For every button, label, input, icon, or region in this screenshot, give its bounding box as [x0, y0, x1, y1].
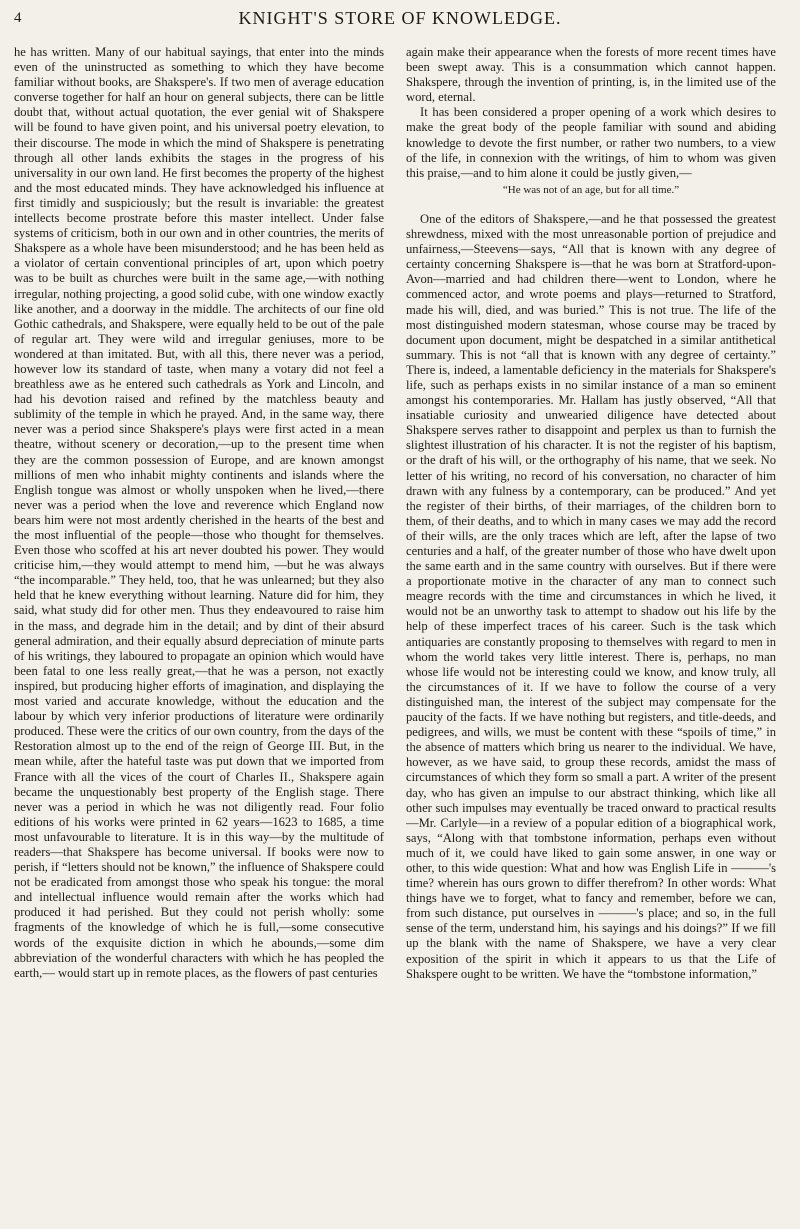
- right-paragraph-3: One of the editors of Shakspere,—and he that possessed the greatest shrewdness, mixed with the most unreasonable portion of prejudice and unfairness,—Steevens—says, “All that is known with any degree of certainty concerning Shakspere is—that he was born at Stratford-upon-Avon—married and had children there—went to London, where he commenced actor, and wrote poems and plays—returned to Stratford, made his will, died, and was buried.” This is not true. The life of the most distinguished modern statesman, whose course may be traced by document upon document, might be despatched in a similar antithetical summary. This is not “all that is known with any degree of certainty.” There is, indeed, a lamentable deficiency in the materials for Shakspere's life, such as perhaps exists in no similar instance of a man so eminent amongst his contemporaries. Mr. Hallam has justly observed, “All that insatiable curiosity and unwearied diligence have detected about Shakspere serves rather to disappoint and perplex us than to furnish the slightest illustration of his character. It is not the register of his baptism, or the draft of his will, or the orthography of his name, that we seek. No letter of his writing, no record of his conversation, no character of him drawn with any fulness by a contemporary, can be produced.” And yet the register of their births, of their marriages, of the children born to them, of their deaths, and to which in many cases we may add the record of their wills, are the only traces which are left, after the lapse of two centuries and a half, of the greater number of those who have dwelt upon the same earth and in the same country with ourselves. But if there were a proportionate motive in the character of any man to connect such meagre records with the time and circumstances in which he lived, it would not be an unworthy task to attempt to shadow out his life by the help of these imperfect traces of his career. Such is the task which antiquaries are constantly proposing to themselves with regard to men in whom the world takes very little interest. There is, perhaps, no man whose life would not be interesting could we know, and know truly, all the circumstances of it. If we have to follow the course of a very distinguished man, the interest of the subject may compensate for the paucity of the facts. If we have nothing but registers, and title-deeds, and pedigrees, and wills, we must be content with these “spoils of time,” in the absence of matters which bring us nearer to the individual. We have, however, as we have said, to group these records, amidst the mass of circumstances of which they form so small a part. A writer of the present day, who has given an impulse to our abstract thinking, which like all other such impulses may eventually be traced onward to practical results—Mr. Carlyle—in a review of a popular edition of a biographical work, says, “Along with that tombstone information, perhaps even without much of it, we could have liked to gain some answer, in one way or other, to this wide question: What and how was English Life in ———'s time? wherein has ours grown to differ therefrom? In other words: What things have we to forget, what to fancy and remember, before we can, from such distance, put ourselves in ———'s place; and so, in the full sense of the term, understand him, his sayings and his doings?” If we fill up the blank with the name of Shakspere, we have a very clear exposition of the spirit in which it appears to us that the Life of Shakspere ought to be written. We have the “tombstone information,”: [406, 211, 776, 981]
- left-paragraph-1: he has written. Many of our habitual sayings, that enter into the minds even of the uninstructed as something to which they have become familiar without books, are Shakspere's. If two men of average education converse together for half an hour on general subjects, there can be little doubt that, without actual quotation, the ever genial wit of Shakspere will be found to have given point, and his universal poetry elevation, to their discourse. The mode in which the mind of Shakspere is penetrating through all other lands exhibits the stages in the progress of his universality in our own land. He first becomes the property of the highest and the most educated minds. They have acknowledged his influence at first timidly and suspiciously; but the result is invariable: the greatest intellects become prostrate before this master intellect. Under false systems of criticism, both in our own and in other countries, the merits of Shakspere as a whole have been misunderstood; and he has been held as a violator of certain conventional principles of art, upon which poetry was to be built as churches were built in the same age,—with nothing irregular, nothing projecting, a good solid cube, with one window exactly like another, and a doorway in the middle. The architects of our fine old Gothic cathedrals, and Shakspere, were equally held to be out of the pale of regular art. They were wild and irregular geniuses, more to be wondered at than imitated. But, with all this, there never was a period, however low its standard of taste, when many a votary did not feel a breathless awe as he entered such cathedrals as York and Lincoln, and had his devotion raised and refined by the matchless beauty and sublimity of the temple in which he prayed. And, in the same way, there never was a period since Shakspere's plays were first acted in a mean theatre, without scenery or decoration,—up to the present time when they are the common possession of Europe, and are known amongst millions of men who inhabit mighty continents and islands where the English tongue was almost or wholly unspoken when he lived,—there never was a period when the love and reverence which England now bears him were not most ardently cherished in the hearts of the best and the most influential of the people—those who thought for themselves. Even those who scoffed at his art never doubted his power. They would criticise him,—they would attempt to mend him, —but he was always “the incomparable.” They held, too, that he was unlearned; but they also held that he knew everything without learning. Nature did for him, they said, what study did for other men. Thus they endeavoured to raise him in the mass, and degrade him in the detail; and by dint of their absurd general admiration, and their equally absurd depreciation of minute parts of his writings, they laboured to propagate an opinion which would have been fatal to one less really great,—that he was a person, not exactly inspired, but producing higher efforts of imagination, and displaying the most varied and accurate knowledge, without the education and the labour by which very inferior productions of literature were ordinarily produced. These were the critics of our own country, from the days of the Restoration almost up to the end of the reign of George III. But, in the mean while, after the hateful taste was put down that we imported from France with all the vices of the court of Charles II., Shakspere again became the unquestionably best property of the English stage. There never was a period in which he was not diligently read. Four folio editions of his works were printed in 62 years—1623 to 1685, a time most unfavourable to literature. It is in this way—by the multitude of readers—that Shakspere has become universal. If books were now to perish, if “letters should not be known,” the influence of Shakspere could not be eradicated from amongst those who speak his tongue: the moral and intellectual influence would remain after the works which had produced it had perished. But they could not perish wholly: some fragments of the knowledge of which he is full,—some consecutive words of the exquisite diction in which he abounds,—some dim abbreviation of the wonderful characters with which he has peopled the earth,— would start up in remote places, as the flowers of past centuries: [14, 45, 384, 980]
- page-number: 4: [14, 10, 22, 26]
- right-paragraph-2: It has been considered a proper opening of a work which desires to make the great body of the people familiar with sound and abiding knowledge to devote the first number, or rather two numbers, to a view of the life, in connexion with the writings, of him to whom was given this praise,—and to him alone it could be justly given,—: [406, 105, 776, 180]
- right-column: [406, 45, 776, 1217]
- page-header: [0, 8, 800, 32]
- left-column: [14, 45, 384, 1217]
- block-quote: “He was not of an age, but for all time.”: [502, 183, 680, 196]
- running-title: KNIGHT'S STORE OF KNOWLEDGE.: [238, 8, 562, 28]
- right-paragraph-1: again make their appearance when the forests of more recent times have been swept away. This is a consummation which cannot happen. Shakspere, through the invention of printing, is, in the limited use of the word, eternal.: [406, 45, 776, 105]
